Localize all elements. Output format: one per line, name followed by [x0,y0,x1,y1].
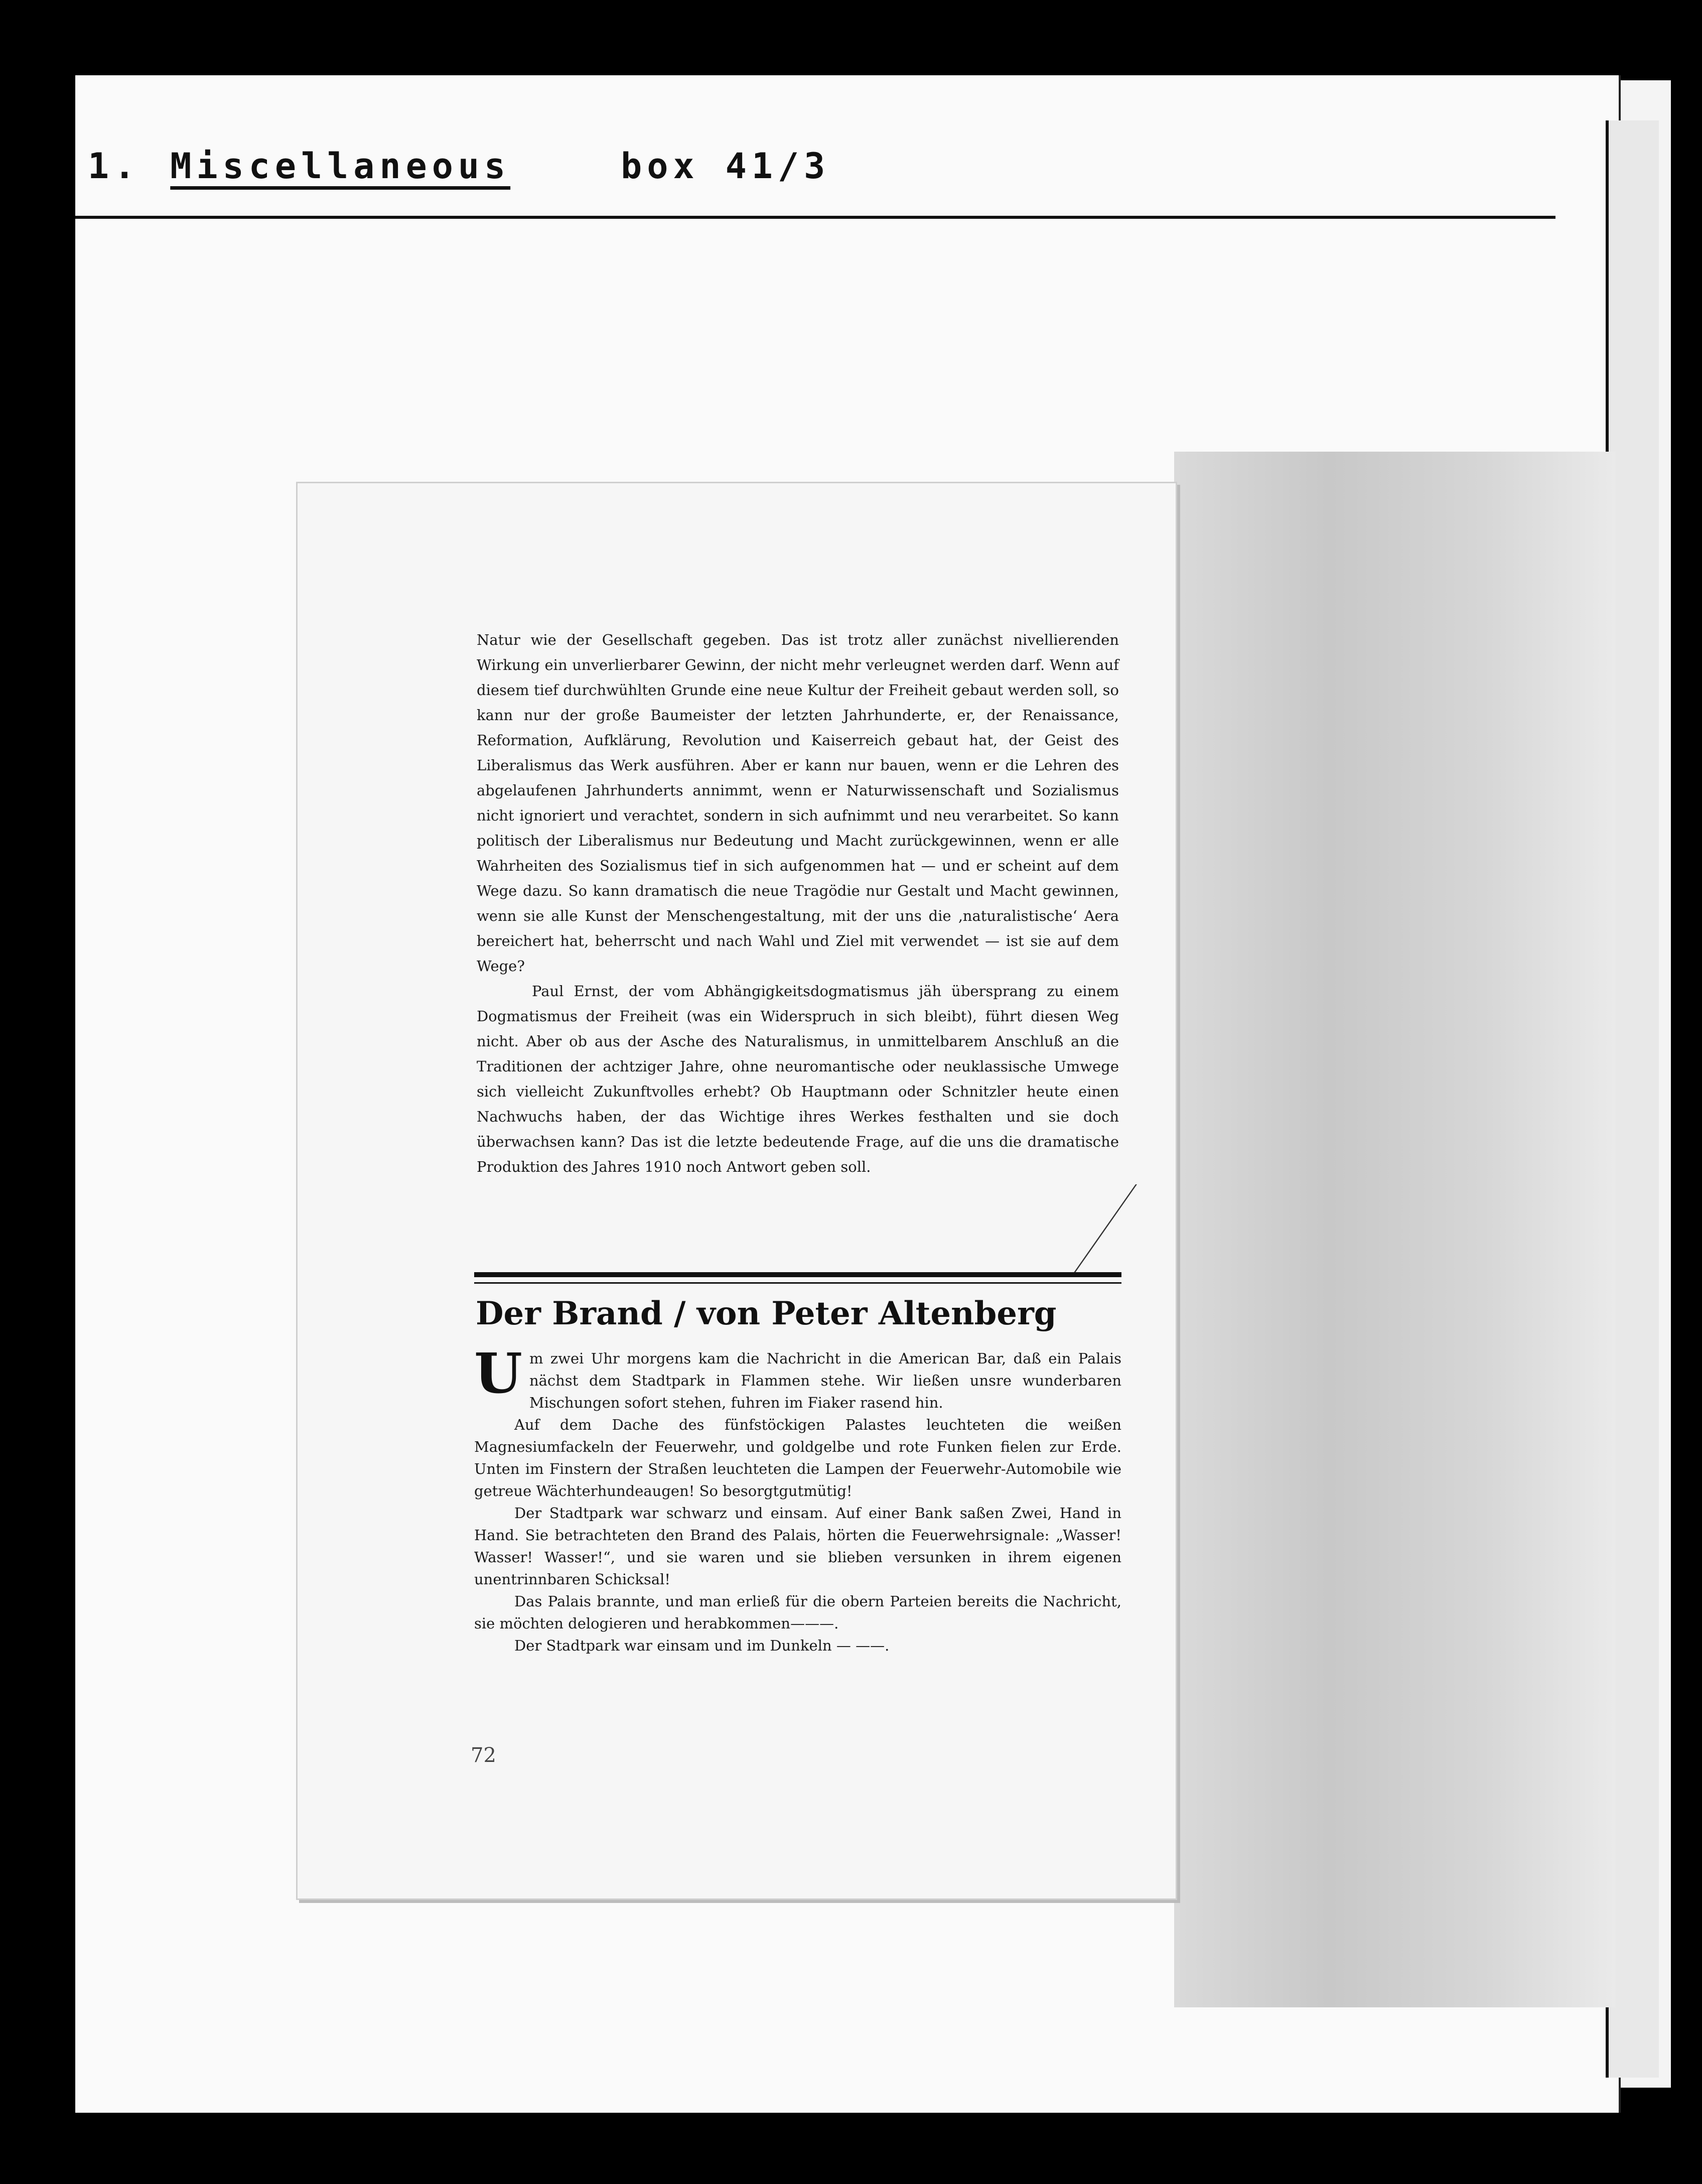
story-paragraph: Der Stadtpark war einsam und im Dunkeln — ——. [514,1637,890,1654]
story-paragraph: m zwei Uhr morgens kam die Nachricht in die American Bar, daß ein Palais nächst dem Stadtpark in Flammen stehe. Wir ließen unsre wunderbaren Mischungen sofort stehen, fuhren im Fiaker rasend hin. [529,1350,1121,1411]
section-rule [474,1272,1121,1277]
scan-speck [1295,7,1330,18]
header-box-label: box 41/3 [621,146,830,187]
essay-paragraph: Paul Ernst, der vom Abhängigkeitsdogmatismus jäh übersprang zu einem Dogmatismus der Freiheit (was ein Widerspruch in sich bleibt), führt diesen Weg nicht. Aber ob aus der Asche des Naturalismus, in unmittelbarem Anschluß an die Traditionen der achtziger Jahre, ohne neuromantische oder neuklassische Umwege sich vielleicht Zukunftvolles erhebt? Ob Hauptmann oder Schnitzler heute einen Nachwuchs haben, der das Wichtige ihres Werkes festhalten und sie doch überwachsen kann? Das ist die letzte bedeutende Frage, auf die uns die dramatische Produktion des Jahres 1910 noch Antwort geben soll. [477,983,1119,1175]
story-paragraph: Der Stadtpark war schwarz und einsam. Auf einer Bank saßen Zwei, Hand in Hand. Sie betrachteten den Brand des Palais, hörten die Feuerwehrsignale: „Wasser! Wasser! Wasser!“, und sie waren und sie blieben versunken in ihrem eigenen unentrinnbaren Schicksal! [474,1505,1121,1588]
section-rule-thin [474,1282,1121,1284]
essay-paragraph: Natur wie der Gesellschaft gegeben. Das ist trotz aller zunächst nivellierenden Wirkung ein unverlierbarer Gewinn, der nicht mehr verleugnet werden darf. Wenn auf diesem tief durchwühlten Grunde eine neue Kultur der Freiheit gebaut werden soll, so kann nur der große Baumeister der letzten Jahrhunderte, er, der Renaissance, Reformation, Aufklärung, Revolution und Kaiserreich gebaut hat, der Geist des Liberalismus das Werk ausführen. Aber er kann nur bauen, wenn er die Lehren des abgelaufenen Jahrhunderts annimmt, wenn er Naturwissenschaft und Sozialismus nicht ignoriert und verachtet, sondern in sich aufnimmt und neu verarbeitet. So kann politisch der Liberalismus nur Bedeutung und Macht zurückgewinnen, wenn er alle Wahrheiten des Sozialismus tief in sich aufgenommen hat — und er scheint auf dem Wege dazu. So kann dramatisch die neue Tragödie nur Gestalt und Macht gewinnen, wenn sie alle Kunst der Menschengestaltung, mit der uns die ‚naturalistische‘ Aera bereichert hat, beherrscht und nach Wahl und Ziel mit verwendet — ist sie auf dem Wege? [477,631,1119,975]
drop-cap: U [474,1341,522,1406]
header-category: Miscellaneous [170,146,511,187]
scan-shadow [1174,452,1616,2007]
scan-speck [1184,5,1204,18]
archive-header [88,146,830,187]
header-number: 1. [88,146,140,187]
scan-speck [1636,15,1671,45]
header-divider [75,216,1555,219]
essay-text [477,627,1119,1179]
scan-speck [1400,4,1445,19]
story-title: Der Brand / von Peter Altenberg [476,1295,1057,1332]
story-paragraph: Auf dem Dache des fünfstöckigen Palastes leuchteten die weißen Magnesiumfackeln der Feuerwehr, und goldgelbe und rote Funken fielen zur Erde. Unten im Finstern der Straßen leuchteten die Lampen der Feuerwehr-Automobile wie getreue Wächterhundeaugen! So besorgtgutmütig! [474,1416,1121,1499]
story-text [474,1341,1121,1657]
story-paragraph: Das Palais brannte, und man erließ für die obern Parteien bereits die Nachricht, sie möchten delogieren und herabkommen———. [474,1593,1121,1632]
page-number: 72 [471,1744,496,1767]
